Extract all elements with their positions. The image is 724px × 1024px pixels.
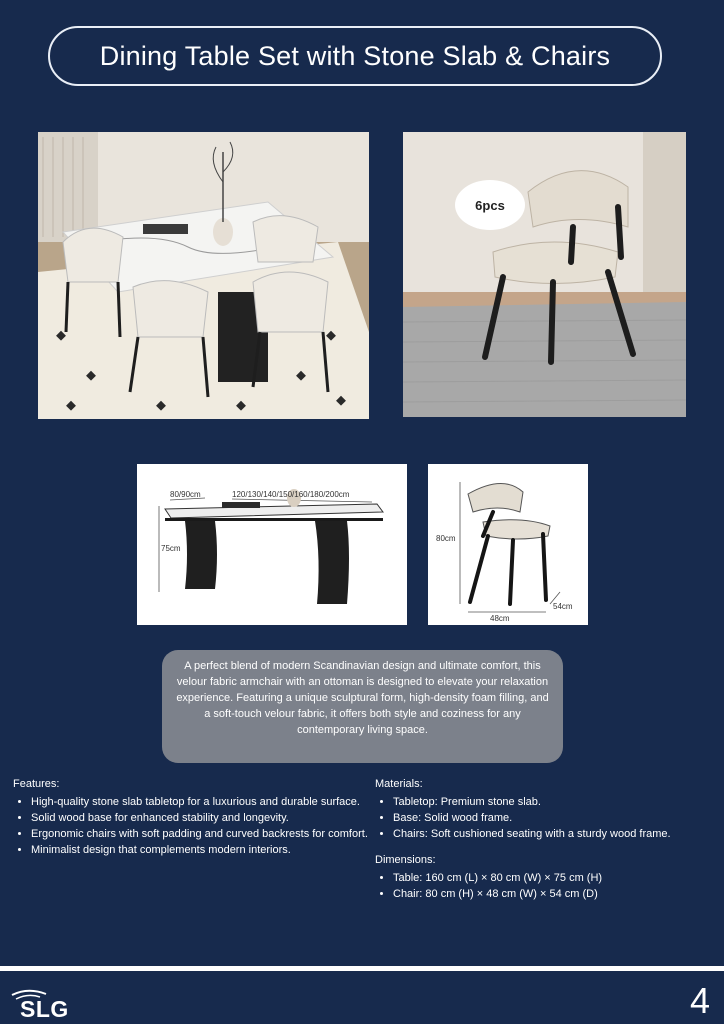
- page-number: 4: [689, 980, 710, 1021]
- table-width-label: 80/90cm: [170, 490, 201, 499]
- materials-section: [375, 776, 720, 902]
- features-list: [13, 794, 375, 858]
- list-item: • Base: Solid wood frame.: [393, 810, 720, 826]
- chair-photo: [403, 132, 686, 417]
- dimensions-heading: Dimensions:: [375, 854, 436, 866]
- table-height-label: 75cm: [161, 544, 181, 553]
- features-heading: Features:: [13, 778, 60, 790]
- footer-divider: [0, 966, 724, 971]
- materials-list: [375, 794, 720, 842]
- company-logo: SLG: [20, 996, 69, 1022]
- dimensions-list: [375, 870, 720, 902]
- chair-height-label: 80cm: [436, 534, 456, 543]
- list-item: • Chairs: Soft cushioned seating with a sturdy wood frame.: [393, 826, 720, 842]
- chair-width-label: 48cm: [490, 614, 510, 623]
- dining-set-photo: [38, 132, 369, 419]
- table-dimension-diagram: [137, 464, 407, 625]
- list-item: • Table: 160 cm (L) × 80 cm (W) × 75 cm (H): [393, 870, 720, 886]
- chair-dimension-diagram: [428, 464, 588, 625]
- features-section: [13, 776, 375, 858]
- table-length-label: 120/130/140/150/160/180/200cm: [232, 490, 350, 499]
- quantity-badge: 6pcs: [455, 180, 525, 230]
- page-title: Dining Table Set with Stone Slab & Chairs: [48, 26, 662, 86]
- list-item: • Minimalist design that complements modern interiors.: [31, 842, 375, 858]
- product-description: A perfect blend of modern Scandinavian design and ultimate comfort, this velour fabric armchair with an ottoman is designed to elevate your relaxation experience. Featuring a unique sculptural form, high-density foam filling, and a soft-touch velour fabric, it offers both style and coziness for any contemporary living space.: [162, 650, 563, 763]
- list-item: • Chair: 80 cm (H) × 48 cm (W) × 54 cm (D): [393, 886, 720, 902]
- list-item: • Solid wood base for enhanced stability and longevity.: [31, 810, 375, 826]
- list-item: • High-quality stone slab tabletop for a luxurious and durable surface.: [31, 794, 375, 810]
- list-item: • Tabletop: Premium stone slab.: [393, 794, 720, 810]
- list-item: • Ergonomic chairs with soft padding and curved backrests for comfort.: [31, 826, 375, 842]
- materials-heading: Materials:: [375, 778, 423, 790]
- chair-depth-label: 54cm: [553, 602, 573, 611]
